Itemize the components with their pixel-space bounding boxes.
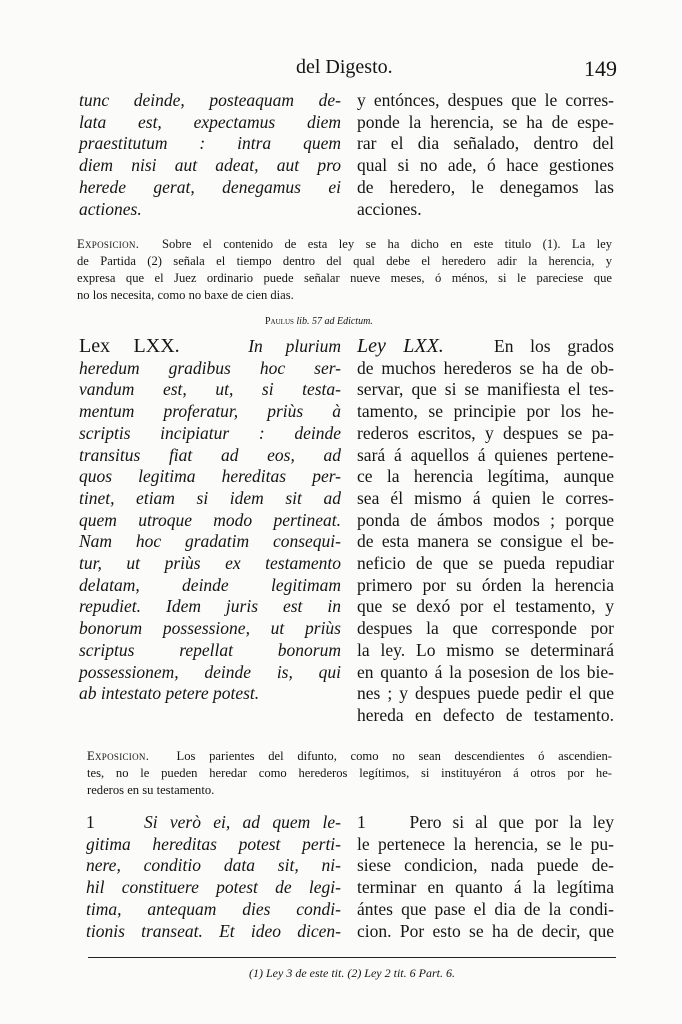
text-line: ántes que pase el dia de la condi- <box>357 898 614 919</box>
text-line: vandum est, ut, si testa- <box>79 379 341 400</box>
page-number: 149 <box>584 56 617 81</box>
text-line: scriptis incipiatur : deinde <box>79 422 341 443</box>
text-line: de muchos herederos se ha de ob- <box>357 357 614 378</box>
latin-column-1 <box>79 90 341 220</box>
text-line: rar el dia señalado, dentro del <box>357 133 614 154</box>
text-line <box>357 336 614 358</box>
text-segment: In plurium <box>248 336 342 356</box>
text-line: ponde la herencia, se ha de espe- <box>357 111 614 132</box>
text-line <box>357 812 614 834</box>
text-line: rederos escritos, y despues se pa- <box>357 422 614 443</box>
text-line: gitima hereditas potest perti- <box>86 833 341 854</box>
text-line: tima, antequam dies condi- <box>86 898 341 919</box>
attribution-source: lib. 57 ad Edictum. <box>296 316 373 327</box>
text-line: repudiet. Idem juris est in <box>79 596 341 617</box>
text-line: sea él mismo á quien le corres- <box>357 487 614 508</box>
note-line <box>87 748 612 765</box>
text-line: de esta manera se consigue el be- <box>357 531 614 552</box>
text-segment: En los grados <box>494 336 614 356</box>
text-line: lata est, expectamus diem <box>79 111 341 132</box>
paragraph-number: 1 <box>86 812 95 832</box>
text-line: tionis transeat. Et ideo dicen- <box>86 920 341 941</box>
running-header: del Digesto. <box>296 56 393 78</box>
text-line <box>86 812 341 834</box>
text-line: cion. Por esto se ha de decir, que <box>357 920 614 941</box>
latin-column-2 <box>79 336 341 705</box>
attribution-author: Paulus <box>265 316 294 327</box>
text-line: ce la herencia legítima, aunque <box>357 466 614 487</box>
text-line: mentum proferatur, priùs à <box>79 401 341 422</box>
note-line: no los necesita, como no baxe de cien dias. <box>77 288 294 302</box>
text-line: quem utroque modo pertineat. <box>79 509 341 530</box>
text-line: tinet, etiam si idem sit ad <box>79 487 341 508</box>
source-attribution <box>265 316 373 327</box>
note-label: Exposicion. <box>77 237 140 251</box>
text-line: hereda en defecto de testamento. <box>357 704 614 725</box>
text-line: le pertenece la herencia, se le pu- <box>357 833 614 854</box>
text-line: delatam, deinde legitimam <box>79 574 341 595</box>
text-line: actiones. <box>79 198 142 219</box>
text-line: terminar en quanto á la legítima <box>357 877 614 898</box>
text-line: neficio de que se pueda repudiar <box>357 553 614 574</box>
text-line: transitus fiat ad eos, ad <box>79 444 341 465</box>
note-line: de Partida (2) señala el tiempo dentro del qual debe el heredero adir la herencia, y <box>77 254 612 268</box>
spanish-column-2 <box>357 336 614 727</box>
footnote: (1) Ley 3 de este tit. (2) Ley 2 tit. 6 Part. 6. <box>249 966 455 980</box>
text-line: primero por su órden la herencia <box>357 574 614 595</box>
text-line <box>79 336 341 358</box>
note-line: tes, no le pueden heredar como herederos legítimos, si instituyéron á otros por he- <box>87 766 612 780</box>
note-line: rederos en su testamento. <box>87 783 215 797</box>
text-line: possessionem, deinde is, qui <box>79 661 341 682</box>
note-line <box>77 236 612 253</box>
text-line: nere, conditio data sit, ni- <box>86 855 341 876</box>
text-line: scriptus repellat bonorum <box>79 639 341 660</box>
text-line: qual si no ade, ó hace gestiones <box>357 155 614 176</box>
text-line: nes ; y despues puede pedir el que <box>357 683 614 704</box>
text-line: ponda de ámbos modos ; porque <box>357 509 614 530</box>
text-line: praestitutum : intra quem <box>79 133 341 154</box>
text-line: tur, ut priùs ex testamento <box>79 553 341 574</box>
text-line: bonorum possessione, ut priùs <box>79 618 341 639</box>
note-label: Exposicion. <box>87 749 150 763</box>
spanish-column-1 <box>357 90 614 220</box>
law-heading-spanish: Ley LXX. <box>357 335 444 357</box>
text-line: hil constituere potest de legi- <box>86 877 341 898</box>
text-line: y entónces, despues que le corres- <box>357 90 614 110</box>
text-line: ab intestato petere potest. <box>79 683 260 704</box>
exposicion-note-1 <box>77 236 612 304</box>
text-line: heredum gradibus hoc ser- <box>79 357 341 378</box>
text-line: quos legitima hereditas per- <box>79 466 341 487</box>
text-line: Nam hoc gradatim consequi- <box>79 531 341 552</box>
text-line: que se dexó por el testamento, y <box>357 596 614 617</box>
text-line: sará á aquellos á quienes pertene- <box>357 444 614 465</box>
text-line: servar, que si se manifiesta el tes- <box>357 379 614 400</box>
text-line: la ley. Lo mismo se determinará <box>357 639 614 660</box>
text-line: tunc deinde, posteaquam de- <box>79 90 341 110</box>
note-line: expresa que el Juez ordinario puede señalar nueve meses, ó ménos, si le pareciese que <box>77 271 612 285</box>
paragraph-number: 1 <box>357 812 366 832</box>
text-line: acciones. <box>357 198 422 219</box>
latin-column-3 <box>86 812 341 942</box>
text-line: tamento, se principie por los he- <box>357 401 614 422</box>
text-segment: Si verò ei, ad quem le- <box>143 812 341 832</box>
note-text: Sobre el contenido de esta ley se ha dicho en este titulo (1). La ley <box>162 237 612 251</box>
spanish-column-3 <box>357 812 614 942</box>
footnote-rule <box>88 957 616 958</box>
text-line: siese condicion, nada puede de- <box>357 855 614 876</box>
text-line: en quanto á la posesion de los bie- <box>357 661 614 682</box>
text-line: diem nisi aut adeat, aut pro <box>79 155 341 176</box>
text-line: despues la que corresponde por <box>357 618 614 639</box>
text-segment: Pero si al que por la ley <box>409 812 615 832</box>
law-heading-latin: Lex LXX. <box>79 335 180 357</box>
note-text: Los parientes del difunto, como no sean descendientes ó ascendien- <box>176 749 612 763</box>
text-line: herede gerat, denegamus ei <box>79 176 341 197</box>
text-line: de heredero, le denegamos las <box>357 176 614 197</box>
exposicion-note-2 <box>87 748 612 799</box>
